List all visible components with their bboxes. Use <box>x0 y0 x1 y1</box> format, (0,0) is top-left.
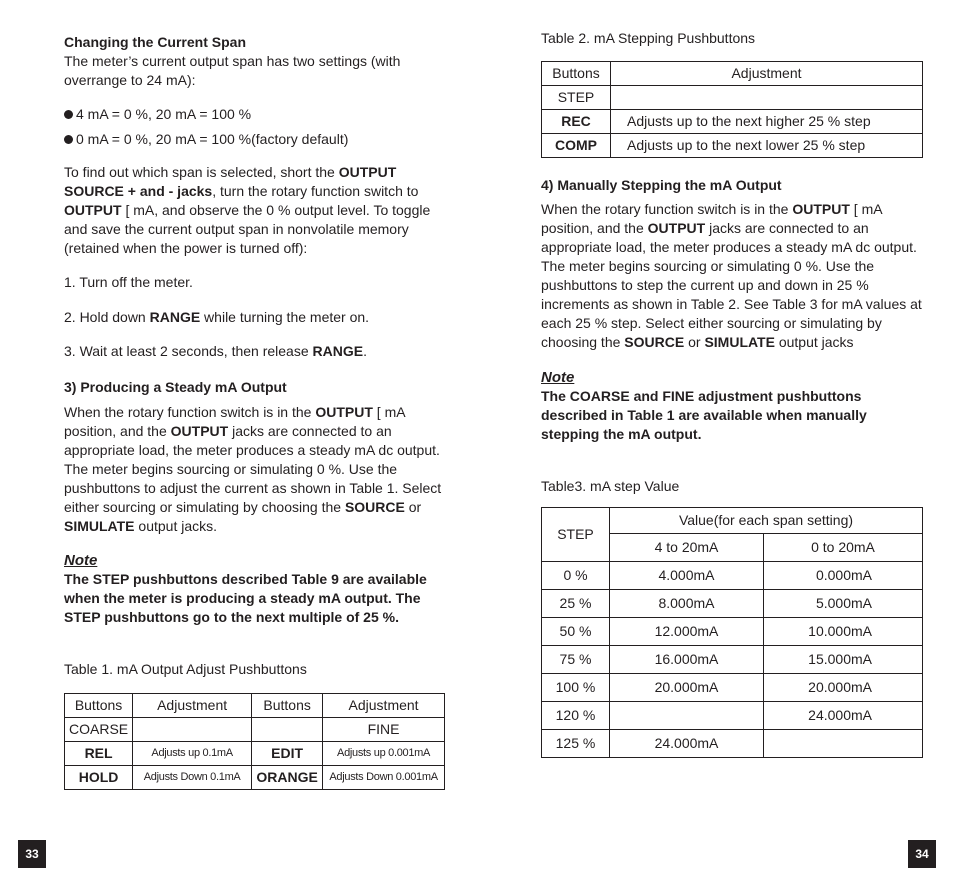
manual-stepping-paragraph: When the rotary function switch is in the OUTPUT [ mA position, and the OUTPUT jacks are connected to an appropriate load, the meter produces a steady mA dc output. The meter begins sourcing or simulating 0 %. Use the pushbuttons to step the current up and down in 25 % increments as shown in Table 2. See Table 3 for mA values at each 25 % step. Select either sourcing or simulating by choosing the SOURCE or SIMULATE output jacks <box>541 201 922 350</box>
bullet-icon <box>64 110 73 119</box>
table-row: 50 % 12.000mA 10.000mA <box>542 618 923 646</box>
bullet-item: 4 mA = 0 %, 20 mA = 100 % <box>64 105 449 124</box>
bullet-item: 0 mA = 0 %, 20 mA = 100 %(factory default) <box>64 130 449 149</box>
table-row: 125 % 24.000mA <box>542 730 923 758</box>
span-intro: The meter’s current output span has two settings (with overrange to 24 mA): <box>64 53 401 88</box>
table3-caption: Table3. mA step Value <box>541 478 680 494</box>
table2 <box>541 61 923 158</box>
table-row: 4 to 20mA 0 to 20mA <box>542 534 923 562</box>
step-3: 3. Wait at least 2 seconds, then release RANGE. <box>64 343 367 359</box>
left-column <box>64 33 449 790</box>
table-row: Buttons Adjustment Buttons Adjustment <box>65 694 445 718</box>
bullet-icon <box>64 135 73 144</box>
note-title: Note <box>541 369 575 386</box>
table-row: REL Adjusts up 0.1mA EDIT Adjusts up 0.001mA <box>65 742 445 766</box>
table3 <box>541 507 923 758</box>
table-row: 0 % 4.000mA 0.000mA <box>542 562 923 590</box>
steady-output-paragraph: When the rotary function switch is in the OUTPUT [ mA position, and the OUTPUT jacks are connected to an appropriate load, the meter produces a steady mA dc output. The meter begins sourcing or simulating 0 %. Use the pushbuttons to adjust the current as shown in Table 1. Select either sourcing or simulating by choosing the SOURCE or SIMULATE output jacks. <box>64 404 442 534</box>
note-body: The COARSE and FINE adjustment pushbuttons described in Table 1 are available when manually stepping the mA output. <box>541 388 867 442</box>
find-span-paragraph: To find out which span is selected, short the OUTPUT SOURCE + and - jacks, turn the rotary function switch to OUTPUT [ mA, and observe the 0 % output level. To toggle and save the current output span in nonvolatile memory (retained when the power is turned off): <box>64 164 431 256</box>
table-row: HOLD Adjusts Down 0.1mA ORANGE Adjusts Down 0.001mA <box>65 766 445 790</box>
table-row: Buttons Adjustment <box>542 62 923 86</box>
page-number-left: 33 <box>18 840 46 868</box>
table-row: 120 % 24.000mA <box>542 702 923 730</box>
note-body: The STEP pushbuttons described Table 9 are available when the meter is producing a steady mA output. The STEP pushbuttons go to the next multiple of 25 %. <box>64 571 427 625</box>
table-row: REC Adjusts up to the next higher 25 % step <box>542 110 923 134</box>
table1-caption: Table 1. mA Output Adjust Pushbuttons <box>64 661 307 677</box>
step-2: 2. Hold down RANGE while turning the meter on. <box>64 309 370 325</box>
table-row: 100 % 20.000mA 20.000mA <box>542 674 923 702</box>
table-row: 75 % 16.000mA 15.000mA <box>542 646 923 674</box>
table-row: STEP Value(for each span setting) <box>542 508 923 534</box>
table-row: COARSE FINE <box>65 718 445 742</box>
table1 <box>64 693 445 790</box>
heading-changing-span: Changing the Current Span <box>64 34 246 50</box>
page-number-right: 34 <box>908 840 936 868</box>
heading-steady-output: 3) Producing a Steady mA Output <box>64 379 287 395</box>
right-column <box>541 29 926 758</box>
table-row: STEP <box>542 86 923 110</box>
table-row: 25 % 8.000mA 5.000mA <box>542 590 923 618</box>
note-title: Note <box>64 552 98 569</box>
table-row: COMP Adjusts up to the next lower 25 % step <box>542 134 923 158</box>
step-1: 1. Turn off the meter. <box>64 274 193 290</box>
heading-manual-stepping: 4) Manually Stepping the mA Output <box>541 177 782 193</box>
table2-caption: Table 2. mA Stepping Pushbuttons <box>541 30 756 46</box>
